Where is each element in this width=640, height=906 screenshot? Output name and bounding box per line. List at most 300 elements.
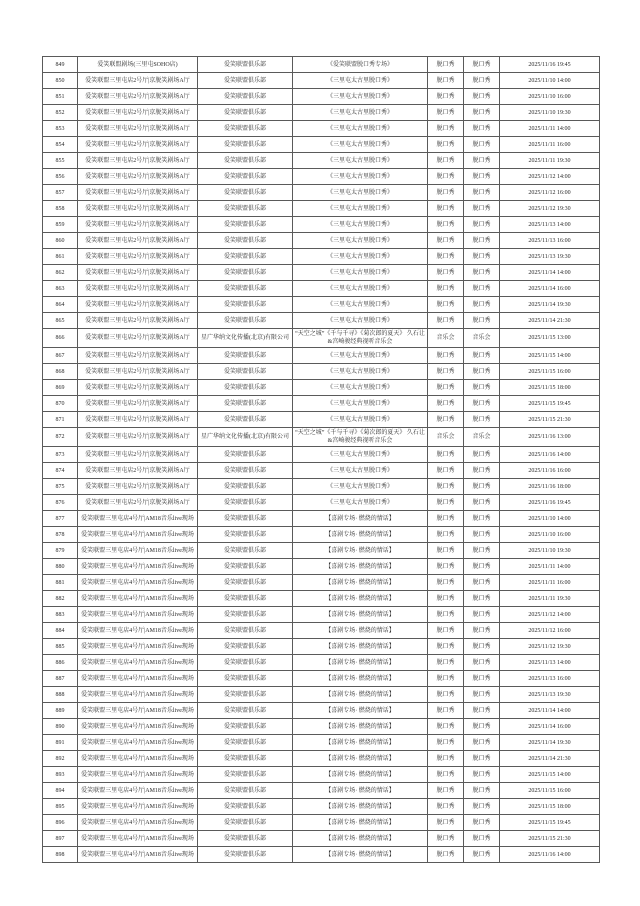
table-cell-datetime: 2025/11/15 14:00 bbox=[500, 348, 600, 364]
table-cell-organizer: 爱笑联盟俱乐部 bbox=[198, 137, 293, 153]
table-cell-organizer: 爱笑联盟俱乐部 bbox=[198, 57, 293, 73]
table-cell-category1: 脱口秀 bbox=[428, 815, 464, 831]
table-cell-venue: 爱笑联盟三里屯店4号厅|AM18音乐live现场 bbox=[78, 543, 198, 559]
table-row bbox=[43, 607, 600, 623]
table-cell-num: 869 bbox=[43, 380, 78, 396]
table-cell-organizer: 爱笑联盟俱乐部 bbox=[198, 751, 293, 767]
table-cell-venue: 爱笑联盟三里屯店2号厅|京脱笑剧场A厅 bbox=[78, 137, 198, 153]
table-cell-datetime: 2025/11/16 19:45 bbox=[500, 495, 600, 511]
table-cell-num: 849 bbox=[43, 57, 78, 73]
events-table-body bbox=[43, 57, 600, 863]
table-cell-venue: 爱笑联盟三里屯店4号厅|AM18音乐live现场 bbox=[78, 799, 198, 815]
table-cell-category2: 脱口秀 bbox=[464, 463, 500, 479]
table-cell-datetime: 2025/11/16 14:00 bbox=[500, 447, 600, 463]
table-cell-organizer: 爱笑联盟俱乐部 bbox=[198, 479, 293, 495]
table-row bbox=[43, 511, 600, 527]
table-cell-organizer: 爱笑联盟俱乐部 bbox=[198, 799, 293, 815]
table-cell-category2: 脱口秀 bbox=[464, 233, 500, 249]
table-row bbox=[43, 428, 600, 447]
table-cell-category2: 脱口秀 bbox=[464, 380, 500, 396]
table-cell-category2: 脱口秀 bbox=[464, 703, 500, 719]
table-cell-datetime: 2025/11/14 21:30 bbox=[500, 313, 600, 329]
table-cell-num: 859 bbox=[43, 217, 78, 233]
table-cell-title: 【喜剧专场· 燃烧的情话】 bbox=[293, 767, 428, 783]
table-cell-venue: 爱笑联盟三里屯店2号厅|京脱笑剧场A厅 bbox=[78, 105, 198, 121]
table-cell-title: 《三里屯太古里脱口秀》 bbox=[293, 447, 428, 463]
table-cell-datetime: 2025/11/15 19:45 bbox=[500, 815, 600, 831]
table-cell-venue: 爱笑联盟三里屯店2号厅|京脱笑剧场A厅 bbox=[78, 329, 198, 348]
table-cell-title: 《三里屯太古里脱口秀》 bbox=[293, 495, 428, 511]
table-cell-venue: 爱笑联盟三里屯店2号厅|京脱笑剧场A厅 bbox=[78, 249, 198, 265]
table-row bbox=[43, 815, 600, 831]
table-cell-datetime: 2025/11/11 16:00 bbox=[500, 137, 600, 153]
table-cell-num: 883 bbox=[43, 607, 78, 623]
table-cell-datetime: 2025/11/12 19:30 bbox=[500, 639, 600, 655]
table-cell-title: 《三里屯太古里脱口秀》 bbox=[293, 233, 428, 249]
table-cell-venue: 爱笑联盟三里屯店2号厅|京脱笑剧场A厅 bbox=[78, 297, 198, 313]
table-row bbox=[43, 783, 600, 799]
table-cell-datetime: 2025/11/13 14:00 bbox=[500, 217, 600, 233]
table-cell-venue: 爱笑联盟三里屯店2号厅|京脱笑剧场A厅 bbox=[78, 153, 198, 169]
table-cell-num: 877 bbox=[43, 511, 78, 527]
table-cell-category1: 脱口秀 bbox=[428, 233, 464, 249]
table-cell-venue: 爱笑联盟三里屯店4号厅|AM18音乐live现场 bbox=[78, 815, 198, 831]
table-cell-category1: 脱口秀 bbox=[428, 57, 464, 73]
table-cell-category2: 脱口秀 bbox=[464, 639, 500, 655]
table-row bbox=[43, 169, 600, 185]
table-cell-datetime: 2025/11/13 14:00 bbox=[500, 655, 600, 671]
table-cell-category1: 脱口秀 bbox=[428, 89, 464, 105]
table-cell-organizer: 爱笑联盟俱乐部 bbox=[198, 543, 293, 559]
table-cell-category2: 脱口秀 bbox=[464, 313, 500, 329]
table-cell-datetime: 2025/11/16 14:00 bbox=[500, 847, 600, 863]
table-cell-organizer: 爱笑联盟俱乐部 bbox=[198, 623, 293, 639]
table-cell-category2: 脱口秀 bbox=[464, 169, 500, 185]
table-row bbox=[43, 655, 600, 671]
table-cell-organizer: 爱笑联盟俱乐部 bbox=[198, 463, 293, 479]
table-cell-category2: 脱口秀 bbox=[464, 831, 500, 847]
table-cell-num: 884 bbox=[43, 623, 78, 639]
table-cell-title: 【喜剧专场· 燃烧的情话】 bbox=[293, 783, 428, 799]
table-cell-category1: 脱口秀 bbox=[428, 105, 464, 121]
table-cell-num: 856 bbox=[43, 169, 78, 185]
table-row bbox=[43, 543, 600, 559]
table-row bbox=[43, 575, 600, 591]
table-cell-datetime: 2025/11/13 16:00 bbox=[500, 671, 600, 687]
events-table bbox=[42, 56, 600, 863]
table-cell-category2: 脱口秀 bbox=[464, 281, 500, 297]
table-cell-datetime: 2025/11/16 18:00 bbox=[500, 479, 600, 495]
table-cell-num: 885 bbox=[43, 639, 78, 655]
table-cell-title: 【喜剧专场· 燃烧的情话】 bbox=[293, 591, 428, 607]
table-cell-category2: 脱口秀 bbox=[464, 527, 500, 543]
table-cell-category1: 脱口秀 bbox=[428, 169, 464, 185]
table-cell-datetime: 2025/11/16 13:00 bbox=[500, 428, 600, 447]
table-cell-category2: 脱口秀 bbox=[464, 153, 500, 169]
table-cell-num: 890 bbox=[43, 719, 78, 735]
table-cell-organizer: 爱笑联盟俱乐部 bbox=[198, 249, 293, 265]
table-cell-category2: 脱口秀 bbox=[464, 735, 500, 751]
table-cell-datetime: 2025/11/13 19:30 bbox=[500, 687, 600, 703]
table-cell-datetime: 2025/11/12 16:00 bbox=[500, 185, 600, 201]
table-cell-num: 887 bbox=[43, 671, 78, 687]
table-cell-organizer: 爱笑联盟俱乐部 bbox=[198, 655, 293, 671]
table-cell-category2: 脱口秀 bbox=[464, 137, 500, 153]
table-cell-num: 895 bbox=[43, 799, 78, 815]
table-cell-title: 【喜剧专场· 燃烧的情话】 bbox=[293, 719, 428, 735]
table-cell-category2: 脱口秀 bbox=[464, 89, 500, 105]
table-cell-category2: 脱口秀 bbox=[464, 687, 500, 703]
table-cell-title: 《三里屯太古里脱口秀》 bbox=[293, 201, 428, 217]
table-cell-organizer: 爱笑联盟俱乐部 bbox=[198, 217, 293, 233]
table-cell-category1: 脱口秀 bbox=[428, 591, 464, 607]
table-cell-title: 《三里屯太古里脱口秀》 bbox=[293, 479, 428, 495]
table-cell-organizer: 星广华纳文化传播(北京)有限公司 bbox=[198, 428, 293, 447]
table-cell-organizer: 爱笑联盟俱乐部 bbox=[198, 185, 293, 201]
table-cell-title: 《三里屯太古里脱口秀》 bbox=[293, 185, 428, 201]
table-row bbox=[43, 735, 600, 751]
table-cell-datetime: 2025/11/10 14:00 bbox=[500, 511, 600, 527]
table-cell-organizer: 爱笑联盟俱乐部 bbox=[198, 89, 293, 105]
table-cell-venue: 爱笑联盟三里屯店4号厅|AM18音乐live现场 bbox=[78, 671, 198, 687]
table-cell-venue: 爱笑联盟三里屯店4号厅|AM18音乐live现场 bbox=[78, 655, 198, 671]
table-cell-datetime: 2025/11/15 16:00 bbox=[500, 364, 600, 380]
table-cell-organizer: 爱笑联盟俱乐部 bbox=[198, 719, 293, 735]
table-cell-venue: 爱笑联盟三里屯店4号厅|AM18音乐live现场 bbox=[78, 735, 198, 751]
table-cell-num: 878 bbox=[43, 527, 78, 543]
table-cell-category1: 脱口秀 bbox=[428, 655, 464, 671]
table-cell-organizer: 爱笑联盟俱乐部 bbox=[198, 233, 293, 249]
table-cell-title: 【喜剧专场· 燃烧的情话】 bbox=[293, 527, 428, 543]
table-cell-title: 【喜剧专场· 燃烧的情话】 bbox=[293, 735, 428, 751]
table-cell-venue: 爱笑联盟三里屯店4号厅|AM18音乐live现场 bbox=[78, 719, 198, 735]
table-cell-title: 《三里屯太古里脱口秀》 bbox=[293, 380, 428, 396]
table-cell-category1: 脱口秀 bbox=[428, 559, 464, 575]
table-cell-category2: 脱口秀 bbox=[464, 201, 500, 217]
table-cell-organizer: 爱笑联盟俱乐部 bbox=[198, 591, 293, 607]
table-row bbox=[43, 249, 600, 265]
table-cell-category1: 脱口秀 bbox=[428, 185, 464, 201]
table-cell-category2: 脱口秀 bbox=[464, 265, 500, 281]
table-row bbox=[43, 639, 600, 655]
table-cell-category2: 音乐会 bbox=[464, 329, 500, 348]
table-cell-category2: 脱口秀 bbox=[464, 364, 500, 380]
table-cell-datetime: 2025/11/15 16:00 bbox=[500, 783, 600, 799]
table-cell-venue: 爱笑联盟三里屯店2号厅|京脱笑剧场A厅 bbox=[78, 396, 198, 412]
table-cell-organizer: 爱笑联盟俱乐部 bbox=[198, 511, 293, 527]
table-cell-title: 【喜剧专场· 燃烧的情话】 bbox=[293, 607, 428, 623]
table-cell-num: 871 bbox=[43, 412, 78, 428]
table-cell-organizer: 爱笑联盟俱乐部 bbox=[198, 73, 293, 89]
table-cell-organizer: 爱笑联盟俱乐部 bbox=[198, 767, 293, 783]
table-cell-organizer: 爱笑联盟俱乐部 bbox=[198, 281, 293, 297]
table-cell-title: 【喜剧专场· 燃烧的情话】 bbox=[293, 639, 428, 655]
table-cell-title: 《三里屯太古里脱口秀》 bbox=[293, 265, 428, 281]
table-cell-title: 《爱笑联盟脱口秀专场》 bbox=[293, 57, 428, 73]
table-cell-title: 《三里屯太古里脱口秀》 bbox=[293, 463, 428, 479]
table-cell-category1: 脱口秀 bbox=[428, 463, 464, 479]
table-cell-category1: 脱口秀 bbox=[428, 495, 464, 511]
table-cell-organizer: 爱笑联盟俱乐部 bbox=[198, 297, 293, 313]
table-cell-title: 【喜剧专场· 燃烧的情话】 bbox=[293, 671, 428, 687]
table-cell-num: 888 bbox=[43, 687, 78, 703]
table-cell-num: 874 bbox=[43, 463, 78, 479]
table-row bbox=[43, 559, 600, 575]
table-cell-venue: 爱笑联盟三里屯店2号厅|京脱笑剧场A厅 bbox=[78, 495, 198, 511]
table-cell-venue: 爱笑联盟三里屯店4号厅|AM18音乐live现场 bbox=[78, 783, 198, 799]
table-cell-category1: 脱口秀 bbox=[428, 396, 464, 412]
table-cell-venue: 爱笑联盟三里屯店2号厅|京脱笑剧场A厅 bbox=[78, 364, 198, 380]
table-cell-datetime: 2025/11/10 19:30 bbox=[500, 543, 600, 559]
table-cell-datetime: 2025/11/15 14:00 bbox=[500, 767, 600, 783]
table-cell-category1: 脱口秀 bbox=[428, 639, 464, 655]
table-cell-organizer: 爱笑联盟俱乐部 bbox=[198, 687, 293, 703]
table-cell-category2: 脱口秀 bbox=[464, 783, 500, 799]
table-cell-category2: 脱口秀 bbox=[464, 671, 500, 687]
table-cell-venue: 爱笑联盟三里屯店4号厅|AM18音乐live现场 bbox=[78, 751, 198, 767]
table-cell-title: 【喜剧专场· 燃烧的情话】 bbox=[293, 815, 428, 831]
table-cell-organizer: 星广华纳文化传播(北京)有限公司 bbox=[198, 329, 293, 348]
table-cell-num: 879 bbox=[43, 543, 78, 559]
table-cell-num: 867 bbox=[43, 348, 78, 364]
table-cell-organizer: 爱笑联盟俱乐部 bbox=[198, 639, 293, 655]
table-cell-venue: 爱笑联盟三里屯店4号厅|AM18音乐live现场 bbox=[78, 831, 198, 847]
table-cell-category2: 脱口秀 bbox=[464, 799, 500, 815]
table-cell-num: 851 bbox=[43, 89, 78, 105]
table-cell-datetime: 2025/11/10 14:00 bbox=[500, 73, 600, 89]
table-cell-num: 863 bbox=[43, 281, 78, 297]
table-cell-title: 【喜剧专场· 燃烧的情话】 bbox=[293, 751, 428, 767]
table-row bbox=[43, 201, 600, 217]
table-cell-category1: 脱口秀 bbox=[428, 479, 464, 495]
table-cell-num: 866 bbox=[43, 329, 78, 348]
table-cell-category2: 脱口秀 bbox=[464, 815, 500, 831]
table-cell-organizer: 爱笑联盟俱乐部 bbox=[198, 348, 293, 364]
table-cell-category1: 脱口秀 bbox=[428, 313, 464, 329]
table-cell-venue: 爱笑联盟三里屯店4号厅|AM18音乐live现场 bbox=[78, 511, 198, 527]
table-row bbox=[43, 281, 600, 297]
table-cell-category2: 脱口秀 bbox=[464, 623, 500, 639]
table-row bbox=[43, 847, 600, 863]
table-cell-organizer: 爱笑联盟俱乐部 bbox=[198, 527, 293, 543]
table-cell-organizer: 爱笑联盟俱乐部 bbox=[198, 703, 293, 719]
table-cell-datetime: 2025/11/15 19:45 bbox=[500, 396, 600, 412]
table-cell-datetime: 2025/11/12 14:00 bbox=[500, 169, 600, 185]
table-cell-datetime: 2025/11/14 21:30 bbox=[500, 751, 600, 767]
table-row bbox=[43, 412, 600, 428]
table-cell-category1: 脱口秀 bbox=[428, 687, 464, 703]
table-row bbox=[43, 463, 600, 479]
table-cell-venue: 爱笑联盟三里屯店2号厅|京脱笑剧场A厅 bbox=[78, 201, 198, 217]
table-cell-category1: 脱口秀 bbox=[428, 265, 464, 281]
table-cell-datetime: 2025/11/12 16:00 bbox=[500, 623, 600, 639]
table-cell-category1: 脱口秀 bbox=[428, 671, 464, 687]
table-cell-category1: 脱口秀 bbox=[428, 121, 464, 137]
table-cell-title: 《三里屯太古里脱口秀》 bbox=[293, 137, 428, 153]
table-cell-datetime: 2025/11/13 16:00 bbox=[500, 233, 600, 249]
table-cell-title: 《三里屯太古里脱口秀》 bbox=[293, 89, 428, 105]
table-row bbox=[43, 687, 600, 703]
table-cell-category2: 脱口秀 bbox=[464, 297, 500, 313]
table-cell-title: 《三里屯太古里脱口秀》 bbox=[293, 348, 428, 364]
table-cell-venue: 爱笑联盟三里屯店2号厅|京脱笑剧场A厅 bbox=[78, 380, 198, 396]
table-cell-datetime: 2025/11/11 16:00 bbox=[500, 575, 600, 591]
table-cell-num: 864 bbox=[43, 297, 78, 313]
table-cell-num: 870 bbox=[43, 396, 78, 412]
table-cell-category2: 脱口秀 bbox=[464, 543, 500, 559]
table-cell-category1: 脱口秀 bbox=[428, 703, 464, 719]
table-cell-organizer: 爱笑联盟俱乐部 bbox=[198, 380, 293, 396]
table-row bbox=[43, 329, 600, 348]
table-cell-organizer: 爱笑联盟俱乐部 bbox=[198, 831, 293, 847]
table-cell-datetime: 2025/11/15 18:00 bbox=[500, 799, 600, 815]
table-cell-datetime: 2025/11/12 19:30 bbox=[500, 201, 600, 217]
table-cell-organizer: 爱笑联盟俱乐部 bbox=[198, 169, 293, 185]
table-cell-num: 858 bbox=[43, 201, 78, 217]
table-row bbox=[43, 527, 600, 543]
table-cell-num: 865 bbox=[43, 313, 78, 329]
table-cell-title: 【喜剧专场· 燃烧的情话】 bbox=[293, 543, 428, 559]
table-cell-venue: 爱笑联盟三里屯店4号厅|AM18音乐live现场 bbox=[78, 607, 198, 623]
table-cell-datetime: 2025/11/10 16:00 bbox=[500, 89, 600, 105]
table-cell-organizer: 爱笑联盟俱乐部 bbox=[198, 153, 293, 169]
table-cell-category2: 脱口秀 bbox=[464, 217, 500, 233]
table-cell-datetime: 2025/11/11 14:00 bbox=[500, 559, 600, 575]
table-cell-datetime: 2025/11/14 19:30 bbox=[500, 297, 600, 313]
table-cell-organizer: 爱笑联盟俱乐部 bbox=[198, 105, 293, 121]
table-cell-num: 889 bbox=[43, 703, 78, 719]
table-cell-category1: 脱口秀 bbox=[428, 767, 464, 783]
table-cell-category1: 脱口秀 bbox=[428, 831, 464, 847]
table-cell-category1: 脱口秀 bbox=[428, 783, 464, 799]
table-cell-category1: 脱口秀 bbox=[428, 719, 464, 735]
table-cell-category1: 脱口秀 bbox=[428, 380, 464, 396]
table-cell-category1: 脱口秀 bbox=[428, 735, 464, 751]
table-cell-venue: 爱笑联盟三里屯店2号厅|京脱笑剧场A厅 bbox=[78, 217, 198, 233]
table-cell-category1: 脱口秀 bbox=[428, 799, 464, 815]
table-row bbox=[43, 380, 600, 396]
table-row bbox=[43, 396, 600, 412]
table-row bbox=[43, 623, 600, 639]
table-row bbox=[43, 217, 600, 233]
table-cell-num: 882 bbox=[43, 591, 78, 607]
table-cell-num: 881 bbox=[43, 575, 78, 591]
table-cell-venue: 爱笑联盟三里屯店4号厅|AM18音乐live现场 bbox=[78, 687, 198, 703]
table-cell-organizer: 爱笑联盟俱乐部 bbox=[198, 783, 293, 799]
table-row bbox=[43, 313, 600, 329]
table-cell-category2: 脱口秀 bbox=[464, 121, 500, 137]
table-cell-num: 894 bbox=[43, 783, 78, 799]
table-cell-venue: 爱笑联盟三里屯店4号厅|AM18音乐live现场 bbox=[78, 767, 198, 783]
table-row bbox=[43, 364, 600, 380]
table-cell-num: 875 bbox=[43, 479, 78, 495]
table-cell-category1: 脱口秀 bbox=[428, 73, 464, 89]
table-row bbox=[43, 447, 600, 463]
table-cell-datetime: 2025/11/12 14:00 bbox=[500, 607, 600, 623]
table-cell-organizer: 爱笑联盟俱乐部 bbox=[198, 396, 293, 412]
table-cell-category1: 脱口秀 bbox=[428, 217, 464, 233]
table-cell-num: 873 bbox=[43, 447, 78, 463]
table-cell-num: 852 bbox=[43, 105, 78, 121]
table-row bbox=[43, 767, 600, 783]
table-cell-category1: 脱口秀 bbox=[428, 201, 464, 217]
table-cell-datetime: 2025/11/14 14:00 bbox=[500, 703, 600, 719]
table-cell-title: 【喜剧专场· 燃烧的情话】 bbox=[293, 559, 428, 575]
table-cell-category1: 脱口秀 bbox=[428, 623, 464, 639]
table-cell-category2: 脱口秀 bbox=[464, 511, 500, 527]
table-cell-category2: 脱口秀 bbox=[464, 185, 500, 201]
table-cell-category2: 脱口秀 bbox=[464, 57, 500, 73]
table-cell-num: 886 bbox=[43, 655, 78, 671]
table-cell-organizer: 爱笑联盟俱乐部 bbox=[198, 265, 293, 281]
table-cell-organizer: 爱笑联盟俱乐部 bbox=[198, 735, 293, 751]
table-cell-title: “天空之城”《千与千寻》《菊次郎的夏天》 久石让&宫崎骏经典视听音乐会 bbox=[293, 329, 428, 348]
table-cell-datetime: 2025/11/14 16:00 bbox=[500, 719, 600, 735]
table-cell-venue: 爱笑联盟三里屯店2号厅|京脱笑剧场A厅 bbox=[78, 348, 198, 364]
table-cell-title: “天空之城”《千与千寻》《菊次郎的夏天》 久石让&宫崎骏经典视听音乐会 bbox=[293, 428, 428, 447]
table-cell-category2: 脱口秀 bbox=[464, 847, 500, 863]
table-cell-category1: 音乐会 bbox=[428, 329, 464, 348]
table-cell-venue: 爱笑联盟三里屯店2号厅|京脱笑剧场A厅 bbox=[78, 479, 198, 495]
table-cell-datetime: 2025/11/14 19:30 bbox=[500, 735, 600, 751]
table-cell-title: 【喜剧专场· 燃烧的情话】 bbox=[293, 575, 428, 591]
table-cell-organizer: 爱笑联盟俱乐部 bbox=[198, 575, 293, 591]
table-row bbox=[43, 121, 600, 137]
table-cell-venue: 爱笑联盟三里屯店2号厅|京脱笑剧场A厅 bbox=[78, 121, 198, 137]
table-cell-venue: 爱笑联盟剧场(三里屯SOHO店) bbox=[78, 57, 198, 73]
table-cell-num: 855 bbox=[43, 153, 78, 169]
table-cell-category1: 脱口秀 bbox=[428, 511, 464, 527]
table-cell-category2: 脱口秀 bbox=[464, 73, 500, 89]
table-cell-venue: 爱笑联盟三里屯店4号厅|AM18音乐live现场 bbox=[78, 623, 198, 639]
table-cell-num: 868 bbox=[43, 364, 78, 380]
table-cell-category2: 音乐会 bbox=[464, 428, 500, 447]
table-cell-title: 【喜剧专场· 燃烧的情话】 bbox=[293, 799, 428, 815]
table-row bbox=[43, 348, 600, 364]
table-cell-category2: 脱口秀 bbox=[464, 396, 500, 412]
table-cell-num: 891 bbox=[43, 735, 78, 751]
table-cell-datetime: 2025/11/11 14:00 bbox=[500, 121, 600, 137]
table-cell-category1: 脱口秀 bbox=[428, 348, 464, 364]
table-cell-title: 《三里屯太古里脱口秀》 bbox=[293, 105, 428, 121]
table-cell-title: 《三里屯太古里脱口秀》 bbox=[293, 412, 428, 428]
table-cell-title: 《三里屯太古里脱口秀》 bbox=[293, 217, 428, 233]
table-cell-datetime: 2025/11/15 18:00 bbox=[500, 380, 600, 396]
table-cell-title: 【喜剧专场· 燃烧的情话】 bbox=[293, 687, 428, 703]
table-cell-title: 【喜剧专场· 燃烧的情话】 bbox=[293, 623, 428, 639]
table-cell-category1: 脱口秀 bbox=[428, 364, 464, 380]
table-cell-datetime: 2025/11/11 19:30 bbox=[500, 153, 600, 169]
table-row bbox=[43, 591, 600, 607]
table-row bbox=[43, 495, 600, 511]
table-cell-venue: 爱笑联盟三里屯店4号厅|AM18音乐live现场 bbox=[78, 575, 198, 591]
table-cell-venue: 爱笑联盟三里屯店2号厅|京脱笑剧场A厅 bbox=[78, 73, 198, 89]
table-cell-category2: 脱口秀 bbox=[464, 559, 500, 575]
table-cell-organizer: 爱笑联盟俱乐部 bbox=[198, 412, 293, 428]
table-cell-organizer: 爱笑联盟俱乐部 bbox=[198, 847, 293, 863]
table-cell-num: 893 bbox=[43, 767, 78, 783]
table-cell-organizer: 爱笑联盟俱乐部 bbox=[198, 815, 293, 831]
table-cell-title: 《三里屯太古里脱口秀》 bbox=[293, 396, 428, 412]
table-cell-num: 897 bbox=[43, 831, 78, 847]
table-cell-num: 860 bbox=[43, 233, 78, 249]
table-row bbox=[43, 751, 600, 767]
table-cell-organizer: 爱笑联盟俱乐部 bbox=[198, 495, 293, 511]
table-cell-category1: 脱口秀 bbox=[428, 297, 464, 313]
table-cell-category1: 脱口秀 bbox=[428, 543, 464, 559]
table-cell-title: 《三里屯太古里脱口秀》 bbox=[293, 281, 428, 297]
table-cell-datetime: 2025/11/10 16:00 bbox=[500, 527, 600, 543]
